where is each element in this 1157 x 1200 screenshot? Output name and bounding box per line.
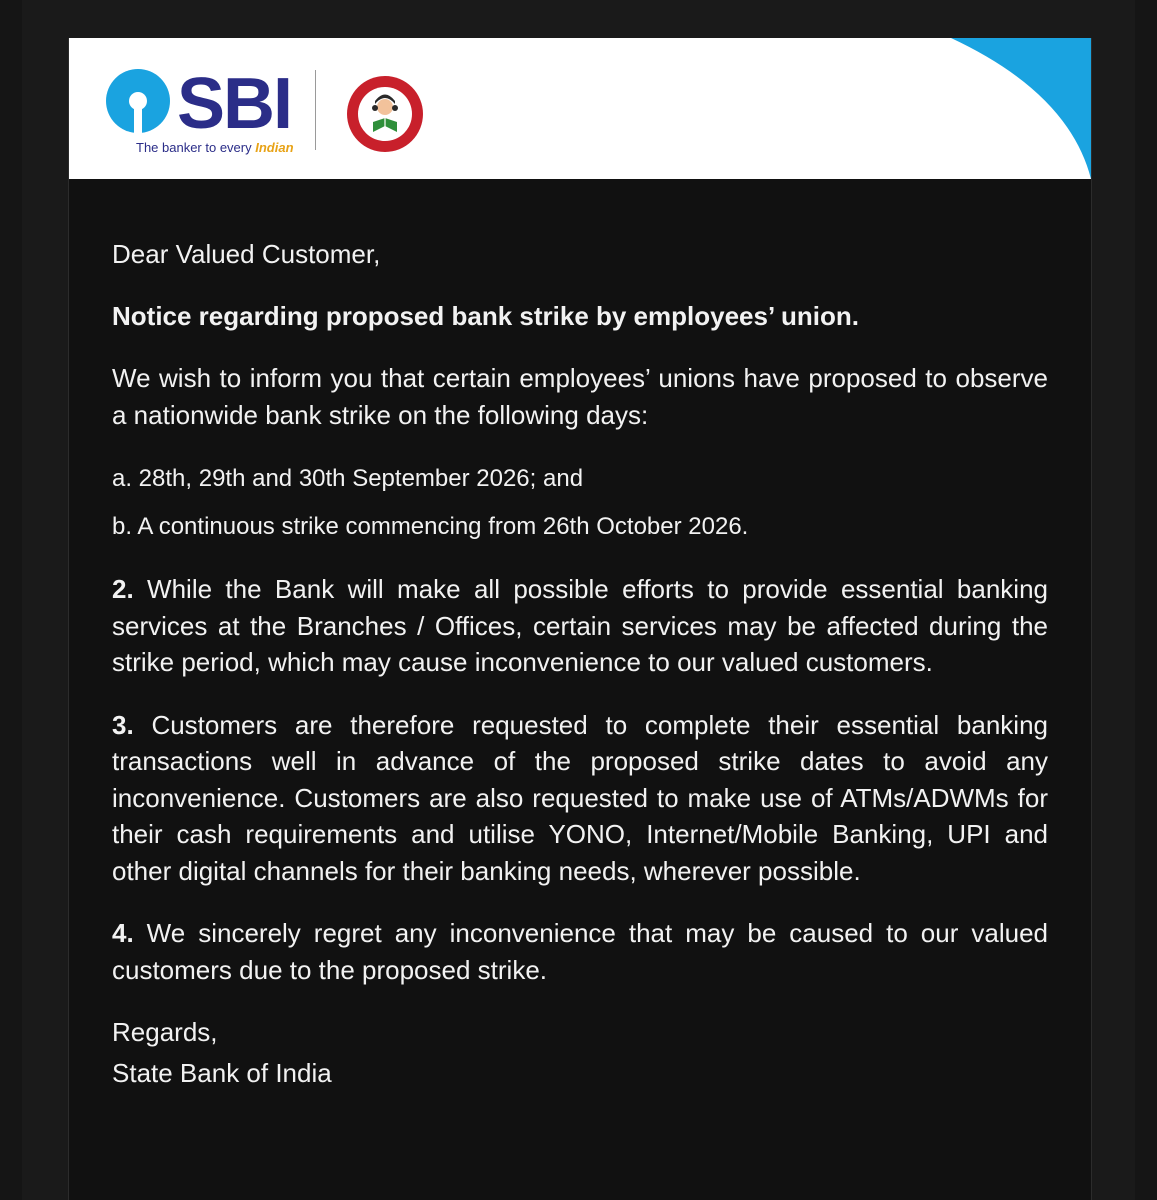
tagline-accent: Indian bbox=[255, 140, 294, 155]
left-margin bbox=[0, 0, 22, 1200]
logo-divider bbox=[315, 70, 316, 150]
paragraph-2-number: 2. bbox=[112, 574, 134, 604]
letter-body bbox=[112, 236, 1048, 1091]
logo-tagline bbox=[136, 140, 294, 155]
paragraph-4-number: 4. bbox=[112, 918, 134, 948]
paragraph-4 bbox=[112, 915, 1048, 988]
paragraph-2-text: While the Bank will make all possible efforts to provide essential banking services at the Branches / Offices, certain services may be affected during the strike period, which may cause inconvenience to our valued customers. bbox=[112, 574, 1048, 677]
paragraph-3-number: 3. bbox=[112, 709, 134, 740]
signature: State Bank of India bbox=[112, 1057, 332, 1088]
notice-subject: Notice regarding proposed bank strike by employees’ union. bbox=[112, 300, 859, 331]
closing: Regards, bbox=[112, 1017, 218, 1047]
tagline-text: The banker to every bbox=[136, 140, 256, 155]
beti-seal-icon bbox=[345, 74, 425, 154]
paragraph-4-text: We sincerely regret any inconvenience that may be caused to our valued customers due to the proposed strike. bbox=[112, 918, 1048, 985]
email-card bbox=[68, 38, 1092, 1200]
sbi-logo bbox=[103, 64, 294, 158]
list-item-b: b. A continuous strike commencing from 26th October 2026. bbox=[112, 513, 749, 540]
right-margin bbox=[1135, 0, 1157, 1200]
header-banner bbox=[69, 38, 1091, 179]
sbi-keyhole-icon bbox=[103, 68, 173, 138]
swoosh-graphic bbox=[951, 38, 1091, 179]
sbi-wordmark: SBI bbox=[177, 64, 292, 144]
intro-paragraph: We wish to inform you that certain employees’ unions have proposed to observe a nationwide bank strike on the following days: bbox=[112, 363, 1048, 430]
paragraph-3-text: Customers are therefore requested to complete their essential banking transactions well in advance of the proposed strike dates to avoid any inconvenience. Customers are also requested to make use of ATMs/ADWMs for their cash requirements and utilise YONO, Internet/Mobile Banking, UPI and other digital channels for their banking needs, wherever possible. bbox=[112, 709, 1048, 886]
greeting: Dear Valued Customer, bbox=[112, 239, 381, 269]
paragraph-3 bbox=[112, 707, 1048, 890]
list-item-a: a. 28th, 29th and 30th September 2026; and bbox=[112, 465, 584, 492]
paragraph-2 bbox=[112, 571, 1048, 681]
